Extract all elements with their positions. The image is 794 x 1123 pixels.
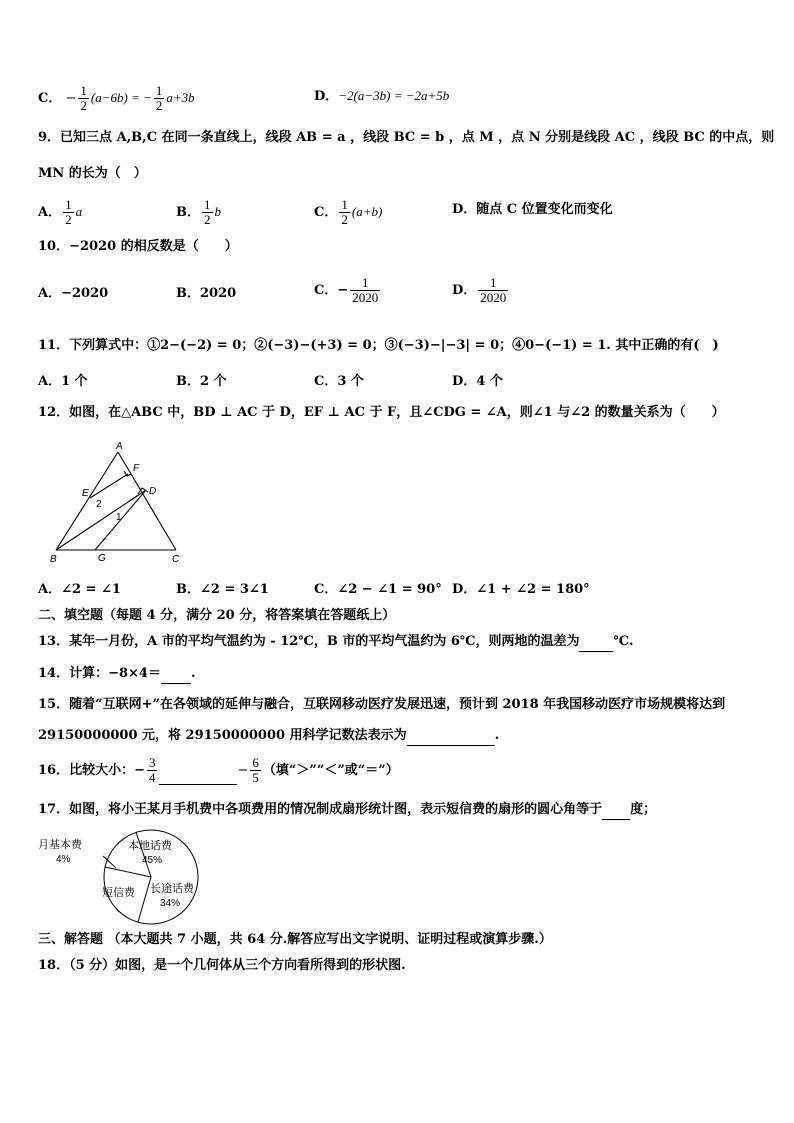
pie-label-local-pct: 45% [142, 855, 163, 866]
answer-blank [407, 745, 495, 746]
fig-label-A: A [116, 441, 123, 452]
answer-blank [602, 819, 630, 820]
fraction: $\frac{1}{2}$ [80, 83, 87, 113]
q9-option-c: C． $\frac{1}{2}$ (a+b) [314, 197, 383, 227]
q12-triangle-figure [40, 438, 190, 568]
answer-blank [161, 683, 191, 684]
q11-option-b: B．2 个 [176, 374, 227, 389]
answer-blank [579, 651, 613, 652]
q10-option-d: D． $\frac{1}{2020}$ [452, 275, 507, 305]
fig-label-G: G [98, 553, 106, 564]
q12-stem: 12．如图，在△ABC 中，BD ⊥ AC 于 D，EF ⊥ AC 于 F，且∠CDG = ∠A，则∠1 与∠2 的数量关系为（ ） [38, 405, 725, 420]
q8-option-d: D．−2(a−3b) = −2a+5b [314, 88, 450, 104]
q9-stem-line2: MN 的长为（ ） [38, 166, 147, 181]
pie-label-long-pct: 34% [160, 898, 181, 909]
q11-stem: 11．下列算式中：①2−(−2) = 0；②(−3)−(+3) = 0；③(−3)−|−3| = 0；④0−(−1) = 1. 其中正确的有( ) [38, 338, 719, 353]
pie-label-sms-name: 短信费 [102, 887, 135, 899]
q11-option-d: D．4 个 [452, 374, 503, 389]
q10-option-a: A．−2020 [38, 286, 109, 301]
q12-option-a: A．∠2 = ∠1 [38, 582, 121, 597]
q15-line2: 29150000000 元，将 29150000000 用科学记数法表示为 . [38, 726, 499, 746]
q10-option-c: C．− $\frac{1}{2020}$ [314, 275, 379, 305]
q13: 13．某年一月份，A 市的平均气温约为 - 12℃，B 市的平均气温约为 6℃，则两地的温差为 ℃. [38, 632, 634, 652]
section-fill-in-title: 二、填空题（每题 4 分，满分 20 分，将答案填在答题纸上） [38, 608, 396, 623]
q9-option-a: A． $\frac{1}{2}$ a [38, 197, 83, 227]
q11-option-c: C．3 个 [314, 374, 364, 389]
pie-label-base-name: 月基本费 [38, 839, 82, 851]
fig-label-E: E [82, 488, 89, 499]
q15-line1: 15．随着“互联网+”在各领域的延伸与融合，互联网移动医疗发展迅速，预计到 2018 年我国移动医疗市场规模将达到 [38, 697, 726, 712]
q9-option-d: D．随点 C 位置变化而变化 [452, 202, 613, 217]
fig-label-C: C [172, 554, 180, 565]
q12-option-b: B．∠2 = 3∠1 [176, 582, 269, 597]
answer-blank [159, 784, 237, 785]
q11-option-a: A．1 个 [38, 374, 88, 389]
q17-pie-chart [36, 828, 216, 926]
pie-label-local-name: 本地话费 [128, 840, 172, 852]
pie-label-base-pct: 4% [56, 854, 71, 865]
section-answer-title: 三、解答题 （本大题共 7 小题，共 64 分.解答应写出文字说明、证明过程或演算步骤.） [38, 932, 552, 947]
pie-label-long-name: 长途话费 [150, 883, 194, 895]
q10-option-b: B．2020 [176, 286, 237, 301]
q14: 14．计算：−8×4＝ . [38, 664, 196, 684]
fraction: $\frac{1}{2}$ [155, 83, 163, 113]
fig-label-2: 2 [96, 499, 102, 510]
q17: 17．如图，将小王某月手机费中各项费用的情况制成扇形统计图，表示短信费的扇形的圆心角等于 度； [38, 800, 656, 820]
q12-option-d: D．∠1 + ∠2 = 180° [452, 582, 590, 597]
q10-stem: 10．−2020 的相反数是（ ） [38, 239, 238, 254]
q18-stem: 18．（5 分）如图，是一个几何体从三个方向看所得到的形状图. [38, 958, 406, 973]
fig-label-F: F [133, 463, 140, 474]
q16: 16．比较大小：− $\frac{3}{4}$ − $\frac{6}{5}$ （填“＞”“＜”或“＝”） [38, 755, 399, 785]
q9-option-b: B． $\frac{1}{2}$ b [176, 197, 221, 227]
q12-option-c: C．∠2 − ∠1 = 90° [314, 582, 442, 597]
q9-stem-line1: 9．已知三点 A,B,C 在同一条直线上，线段 AB = a ，线段 BC = b ，点 M ，点 N 分别是线段 AC ，线段 BC 的中点，则 [38, 130, 775, 145]
fig-label-D: D [149, 486, 157, 497]
q8-option-c: C． − $\frac{1}{2}$ (a−6b) = − $\frac{1}{2}$ a+3b [38, 83, 195, 113]
fig-label-B: B [50, 554, 57, 565]
fig-label-1: 1 [116, 512, 122, 523]
